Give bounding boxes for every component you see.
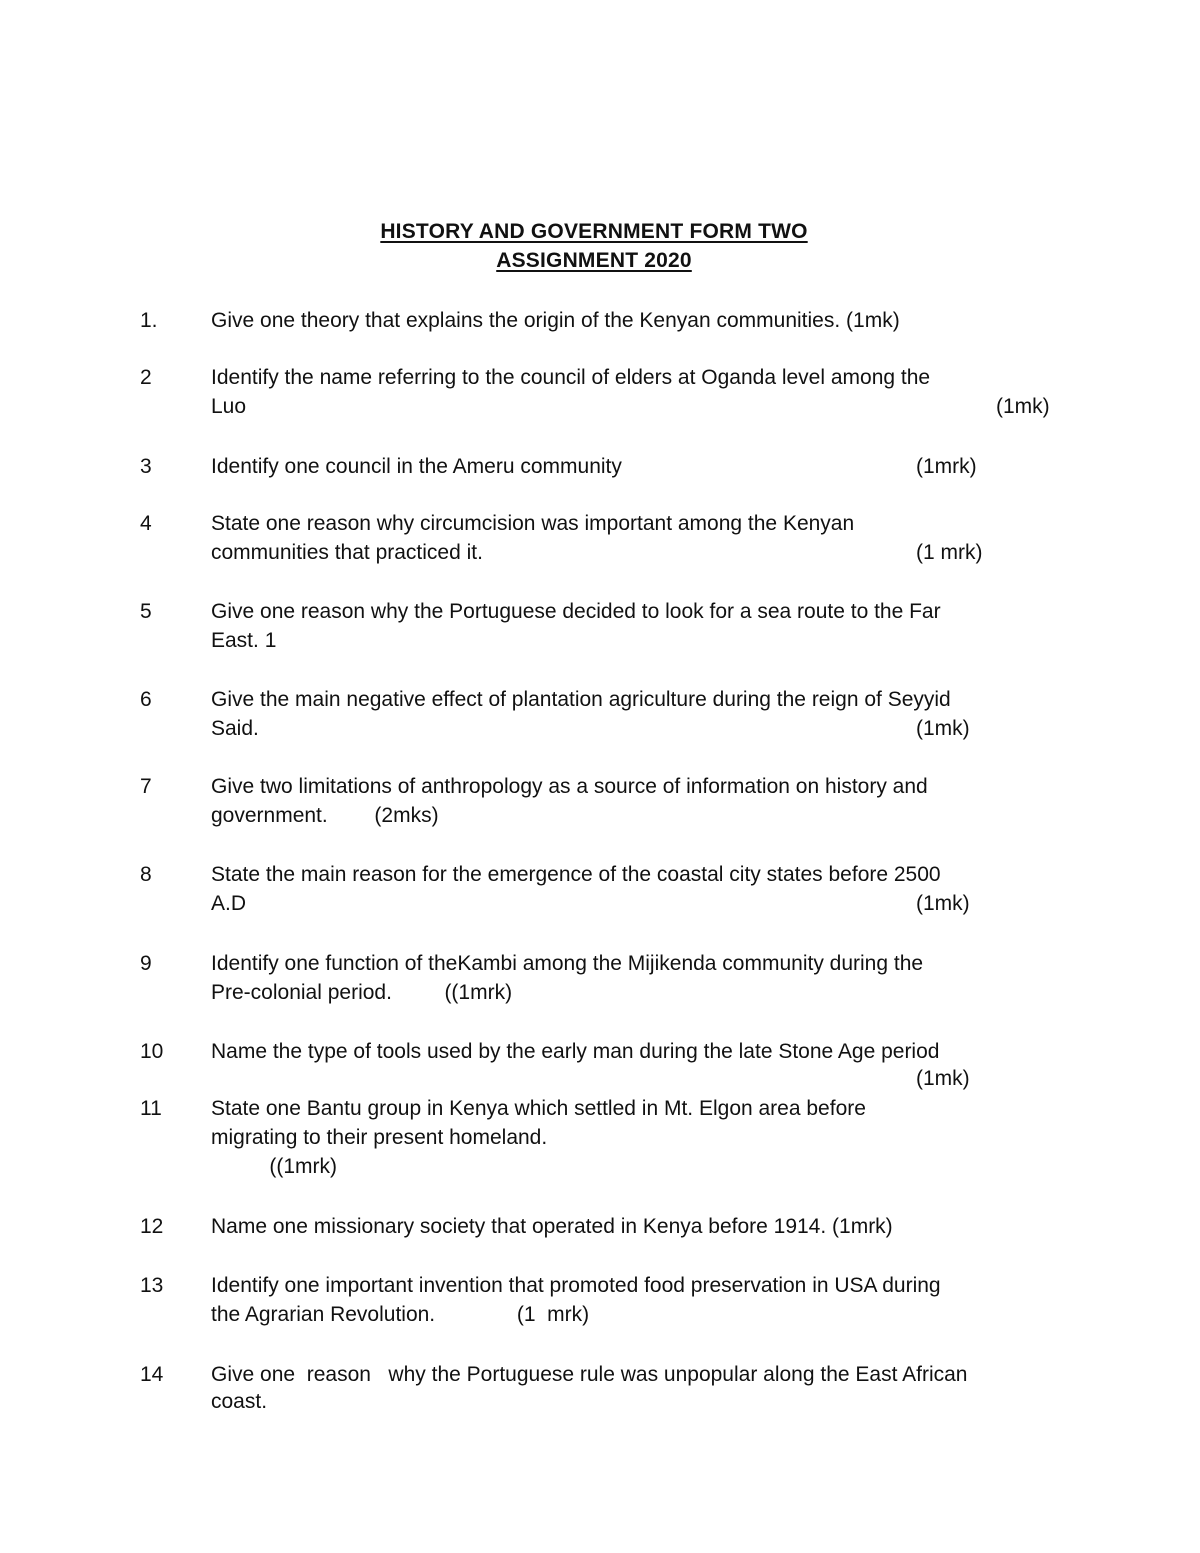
question-text: Give two limitations of anthropology as a source of information on history and <box>211 775 928 798</box>
question-text: Identify one important invention that promoted food preservation in USA during <box>211 1274 941 1297</box>
document-title: HISTORY AND GOVERNMENT FORM TWO <box>380 220 808 243</box>
question-text: Luo <box>211 395 247 418</box>
question-mark: (1mrk) <box>916 455 977 478</box>
question-number: 5 <box>140 600 152 623</box>
question-mark: (1 mrk) <box>916 541 983 564</box>
question-number: 9 <box>140 952 152 975</box>
question-text: State one reason why circumcision was important among the Kenyan <box>211 512 855 535</box>
question-text: Give one reason why the Portuguese decided to look for a sea route to the Far <box>211 600 941 623</box>
question-number: 3 <box>140 455 152 478</box>
question-text: Said. <box>211 717 259 740</box>
question-text: ((1mrk) <box>211 1155 337 1178</box>
question-text: Identify one council in the Ameru community <box>211 455 622 478</box>
question-text: A.D <box>211 892 247 915</box>
question-text: Name one missionary society that operated in Kenya before 1914. (1mrk) <box>211 1215 893 1238</box>
question-number: 10 <box>140 1040 164 1063</box>
question-text: coast. <box>211 1390 268 1413</box>
question-number: 6 <box>140 688 152 711</box>
question-number: 2 <box>140 366 152 389</box>
question-text: Identify one function of theKambi among the Mijikenda community during the <box>211 952 924 975</box>
question-mark: (1mk) <box>996 395 1050 418</box>
question-text: Identify the name referring to the council of elders at Oganda level among the <box>211 366 931 389</box>
question-mark: (1mk) <box>916 892 970 915</box>
question-number: 12 <box>140 1215 164 1238</box>
question-text: Give one reason why the Portuguese rule was unpopular along the East African <box>211 1363 968 1386</box>
document-subtitle: ASSIGNMENT 2020 <box>496 249 692 272</box>
question-text: Name the type of tools used by the early man during the late Stone Age period <box>211 1040 940 1063</box>
question-text: East. 1 <box>211 629 277 652</box>
question-text: Give one theory that explains the origin of the Kenyan communities. (1mk) <box>211 309 900 332</box>
question-text: Pre-colonial period. ((1mrk) <box>211 981 513 1004</box>
question-number: 8 <box>140 863 152 886</box>
question-mark: (1mk) <box>916 717 970 740</box>
question-text: government. (2mks) <box>211 804 439 827</box>
question-number: 4 <box>140 512 152 535</box>
question-text: communities that practiced it. <box>211 541 483 564</box>
question-number: 13 <box>140 1274 164 1297</box>
question-text: the Agrarian Revolution. (1 mrk) <box>211 1303 590 1326</box>
question-mark: (1mk) <box>916 1067 970 1090</box>
question-text: State one Bantu group in Kenya which settled in Mt. Elgon area before <box>211 1097 866 1120</box>
question-text: Give the main negative effect of plantation agriculture during the reign of Seyyid <box>211 688 951 711</box>
question-number: 1. <box>140 309 158 332</box>
question-number: 14 <box>140 1363 164 1386</box>
question-number: 7 <box>140 775 152 798</box>
question-number: 11 <box>140 1097 162 1120</box>
question-text: migrating to their present homeland. <box>211 1126 548 1149</box>
question-text: State the main reason for the emergence of the coastal city states before 2500 <box>211 863 941 886</box>
